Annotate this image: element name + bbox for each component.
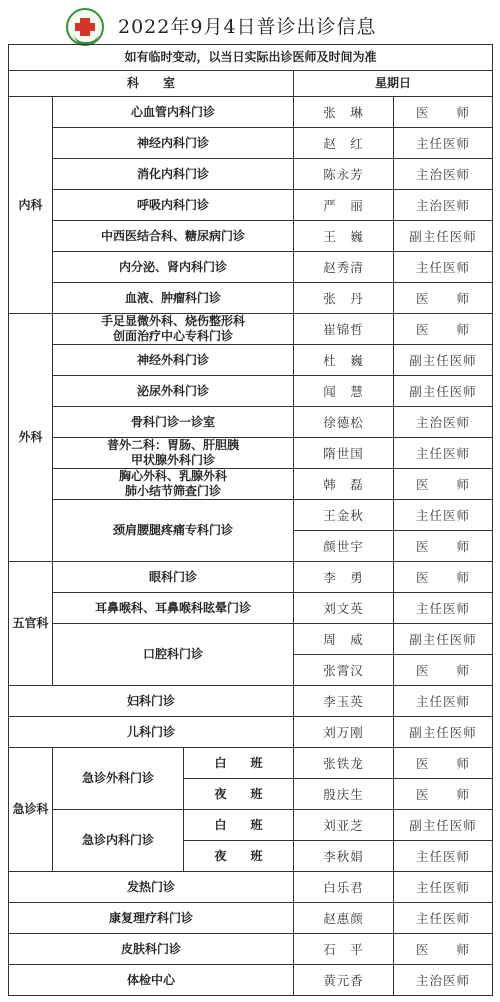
clinic-name: 皮肤科门诊	[9, 934, 294, 965]
doctor-title: 主任医师	[394, 903, 493, 934]
doctor-name: 隋世国	[294, 438, 394, 469]
doctor-name: 白乐君	[294, 872, 394, 903]
logo-cross-horizontal	[75, 23, 95, 31]
clinic-name: 泌尿外科门诊	[53, 376, 294, 407]
doctor-name: 韩 磊	[294, 469, 394, 500]
doctor-name: 张铁龙	[294, 748, 394, 779]
table-row	[9, 686, 493, 717]
doctor-name: 王金秋	[294, 500, 394, 531]
doctor-title: 主治医师	[394, 190, 493, 221]
doctor-name: 李玉英	[294, 686, 394, 717]
doctor-name: 王 巍	[294, 221, 394, 252]
clinic-name: 眼科门诊	[53, 562, 294, 593]
doctor-title: 副主任医师	[394, 810, 493, 841]
clinic-name	[53, 314, 294, 345]
doctor-title: 医 师	[394, 283, 493, 314]
schedule-table	[8, 44, 493, 996]
clinic-name: 神经外科门诊	[53, 345, 294, 376]
clinic-name: 心血管内科门诊	[53, 97, 294, 128]
clinic-name: 急诊内科门诊	[53, 810, 184, 872]
doctor-name: 闻 慧	[294, 376, 394, 407]
column-header-weekday: 星期日	[294, 71, 493, 97]
doctor-title: 主任医师	[394, 252, 493, 283]
doctor-name: 李秋娟	[294, 841, 394, 872]
doctor-title: 主任医师	[394, 438, 493, 469]
table-row	[9, 345, 493, 376]
hospital-logo	[66, 8, 104, 46]
table-row	[9, 128, 493, 159]
doctor-title: 主任医师	[394, 872, 493, 903]
shift-label: 夜 班	[184, 841, 294, 872]
clinic-name: 神经内科门诊	[53, 128, 294, 159]
shift-label: 白 班	[184, 810, 294, 841]
doctor-name: 张 琳	[294, 97, 394, 128]
clinic-name	[53, 438, 294, 469]
doctor-name: 李 勇	[294, 562, 394, 593]
clinic-name-line2: 创面治疗中心专科门诊	[112, 329, 233, 343]
column-header-row	[9, 71, 493, 97]
table-row	[9, 97, 493, 128]
table-row	[9, 872, 493, 903]
table-row	[9, 748, 493, 779]
table-row	[9, 934, 493, 965]
group-label-jizhen: 急诊科	[9, 748, 53, 872]
table-row	[9, 593, 493, 624]
table-row	[9, 252, 493, 283]
table-row	[9, 903, 493, 934]
doctor-title: 副主任医师	[394, 376, 493, 407]
doctor-title: 主任医师	[394, 593, 493, 624]
doctor-name: 杜 巍	[294, 345, 394, 376]
doctor-title: 副主任医师	[394, 624, 493, 655]
clinic-name: 急诊外科门诊	[53, 748, 184, 810]
clinic-name: 妇科门诊	[9, 686, 294, 717]
table-row	[9, 190, 493, 221]
doctor-name: 张霄汉	[294, 655, 394, 686]
doctor-name: 徐德松	[294, 407, 394, 438]
doctor-name: 周 威	[294, 624, 394, 655]
group-label-waike: 外科	[9, 314, 53, 562]
doctor-title: 主任医师	[394, 686, 493, 717]
doctor-title: 医 师	[394, 779, 493, 810]
doctor-title: 医 师	[394, 469, 493, 500]
doctor-title: 医 师	[394, 655, 493, 686]
doctor-title: 主治医师	[394, 965, 493, 996]
doctor-title: 医 师	[394, 562, 493, 593]
table-row	[9, 438, 493, 469]
table-row	[9, 562, 493, 593]
doctor-name: 刘亚芝	[294, 810, 394, 841]
doctor-name: 颜世宇	[294, 531, 394, 562]
doctor-name: 陈永芳	[294, 159, 394, 190]
doctor-name: 崔锦哲	[294, 314, 394, 345]
group-label-wuguan: 五官科	[9, 562, 53, 686]
clinic-name: 骨科门诊一诊室	[53, 407, 294, 438]
clinic-name: 康复理疗科门诊	[9, 903, 294, 934]
clinic-name-line1: 胸心外科、乳腺外科	[118, 469, 227, 483]
doctor-name: 赵惠颜	[294, 903, 394, 934]
table-row	[9, 624, 493, 655]
clinic-name: 呼吸内科门诊	[53, 190, 294, 221]
doctor-title: 主治医师	[394, 159, 493, 190]
clinic-name-line2: 肺小结节筛查门诊	[124, 484, 221, 498]
column-header-dept: 科 室	[9, 71, 294, 97]
doctor-name: 严 丽	[294, 190, 394, 221]
table-row	[9, 376, 493, 407]
doctor-title: 副主任医师	[394, 345, 493, 376]
doctor-name: 赵 红	[294, 128, 394, 159]
clinic-name	[53, 469, 294, 500]
doctor-name: 石 平	[294, 934, 394, 965]
doctor-name: 刘文英	[294, 593, 394, 624]
clinic-name-line2: 甲状腺外科门诊	[130, 453, 215, 467]
doctor-name: 张 丹	[294, 283, 394, 314]
clinic-name: 颈肩腰腿疼痛专科门诊	[53, 500, 294, 562]
table-row	[9, 717, 493, 748]
doctor-name: 刘万刚	[294, 717, 394, 748]
page-title: 2022年9月4日普诊出诊信息	[118, 16, 377, 38]
clinic-name: 内分泌、肾内科门诊	[53, 252, 294, 283]
shift-label: 夜 班	[184, 779, 294, 810]
notice-row	[9, 45, 493, 71]
clinic-name: 体检中心	[9, 965, 294, 996]
table-row	[9, 469, 493, 500]
table-row	[9, 221, 493, 252]
header	[8, 6, 492, 44]
clinic-name: 口腔科门诊	[53, 624, 294, 686]
doctor-title: 主任医师	[394, 500, 493, 531]
doctor-name: 黄元香	[294, 965, 394, 996]
doctor-title: 副主任医师	[394, 221, 493, 252]
doctor-title: 主任医师	[394, 841, 493, 872]
doctor-name: 赵秀清	[294, 252, 394, 283]
clinic-name: 耳鼻喉科、耳鼻喉科眩晕门诊	[53, 593, 294, 624]
clinic-name: 血液、肿瘤科门诊	[53, 283, 294, 314]
clinic-name: 中西医结合科、糖尿病门诊	[53, 221, 294, 252]
clinic-name-line1: 手足显微外科、烧伤整形科	[100, 314, 245, 328]
doctor-title: 医 师	[394, 314, 493, 345]
doctor-title: 医 师	[394, 934, 493, 965]
doctor-title: 医 师	[394, 748, 493, 779]
table-row	[9, 810, 493, 841]
clinic-name: 发热门诊	[9, 872, 294, 903]
table-row	[9, 159, 493, 190]
table-row	[9, 407, 493, 438]
doctor-title: 副主任医师	[394, 717, 493, 748]
group-label-neike: 内科	[9, 97, 53, 314]
notice-text: 如有临时变动，以当日实际出诊医师及时间为准	[9, 45, 493, 71]
doctor-title: 医 师	[394, 97, 493, 128]
table-row	[9, 314, 493, 345]
table-row	[9, 500, 493, 531]
clinic-name: 儿科门诊	[9, 717, 294, 748]
doctor-name: 殷庆生	[294, 779, 394, 810]
doctor-title: 主任医师	[394, 128, 493, 159]
shift-label: 白 班	[184, 748, 294, 779]
table-row	[9, 965, 493, 996]
table-row	[9, 283, 493, 314]
doctor-title: 医 师	[394, 531, 493, 562]
clinic-name-line1: 普外二科：胃肠、肝胆胰	[106, 438, 239, 452]
doctor-title: 主治医师	[394, 407, 493, 438]
clinic-name: 消化内科门诊	[53, 159, 294, 190]
